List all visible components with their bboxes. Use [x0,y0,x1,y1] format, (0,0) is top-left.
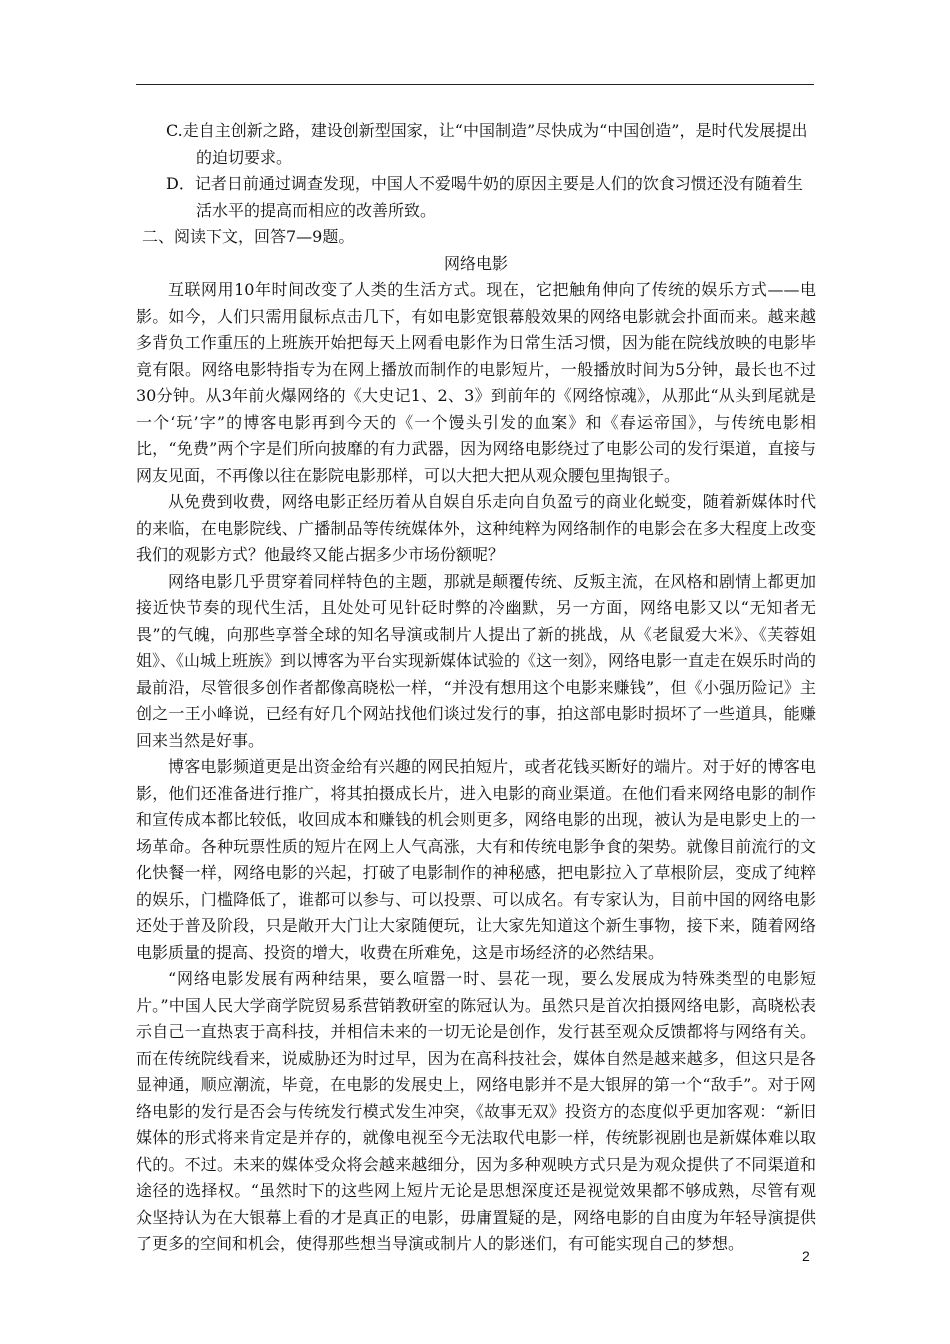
section-heading: 二、阅读下文，回答7—9题。 [142,227,355,246]
header-rule [136,84,814,85]
paragraph: 互联网用10年时间改变了人类的生活方式。现在，它把触角伸向了传统的娱乐方式——电影。如今，人们只需用鼠标点击几下，有如电影宽银幕般效果的网络电影就会扑面而来。越来越多背负工作重压的上班族开始把每天上网看电影作为日常生活习惯，因为能在院线放映的电影毕竟有限。网络电影特指专为在网上播放而制作的电影短片，一般播放时间为5分钟，最长也不过30分钟。从3年前火爆网络的《大史记1、2、3》到前年的《网络惊魂》，从那此“从头到尾就是一个‘玩’字”的博客电影再到今天的《一个馒头引发的血案》和《春运帝国》，与传统电影相比，“免费”两个字是们所向披靡的有力武器，因为网络电影绕过了电影公司的发行渠道，直接与网友见面，不再像以往在影院电影那样，可以大把大把从观众腰包里掏银子。 [136,280,816,485]
option-d: D．记者日前通过调查发现，中国人不爱喝牛奶的原因主要是人们的饮食习惯还没有随着生活水平的提高而相应的改善所致。 [166,174,803,220]
paragraph: 博客电影频道更是出资金给有兴趣的网民拍短片，或者花钱买断好的端片。对于好的博客电影，他们还准备进行推广，将其拍摄成长片，进入电影的商业渠道。在他们看来网络电影的制作和宣传成本都比较低，收回成本和赚钱的机会则更多，网络电影的出现，被认为是电影史上的一场革命。各种玩票性质的短片在网上人气高涨，大有和传统电影争食的架势。就像目前流行的文化快餐一样，网络电影的兴起，打破了电影制作的神秘感，把电影拉入了草根阶层，变成了纯粹的娱乐，门槛降低了，谁都可以参与、可以投票、可以成名。有专家认为，目前中国的网络电影还处于普及阶段，只是敞开大门让大家随便玩，让大家先知道这个新生事物，接下来，随着网络电影质量的提高、投资的增大，收费在所难免，这是市场经济的必然结果。 [136,757,816,962]
option-c: C.走自主创新之路，建设创新型国家，让“中国制造”尽快成为“中国创造”，是时代发展提出的迫切要求。 [166,121,808,167]
paragraph: “网络电影发展有两种结果，要么喧嚣一时、昙花一现，要么发展成为特殊类型的电影短片。”中国人民大学商学院贸易系营销教研室的陈冠认为。虽然只是首次拍摄网络电影，高晓松表示自己一直热衷于高科技，并相信未来的一切无论是创作，发行甚至观众反馈都将与网络有关。而在传统院线看来，说威胁还为时过早，因为在高科技社会，媒体自然是越来越多，但这只是各显神通，顺应潮流，毕竟，在电影的发展史上，网络电影并不是大银屏的第一个“敌手”。对于网络电影的发行是否会与传统发行模式发生冲突，《故事无双》投资方的态度似乎更加客观：“新旧媒体的形式将来肯定是并存的，就像电视至今无法取代电影一样，传统影视剧也是新媒体难以取代的。不过。未来的媒体受众将会越来越细分，因为多种观映方式只是为观众提供了不同渠道和途径的选择权。“虽然时下的这些网上短片无论是思想深度还是视觉效果都不够成熟，尽管有观众坚持认为在大银幕上看的才是真正的电影，毋庸置疑的是，网络电影的自由度为年轻导演提供了更多的空间和机会，使得那些想当导演或制片人的影迷们，有可能实现自己的梦想。 [136,969,816,1253]
paragraph: 从免费到收费，网络电影正经历着从自娱自乐走向自负盈亏的商业化蜕变，随着新媒体时代的来临，在电影院线、广播制品等传统媒体外，这种纯粹为网络制作的电影会在多大程度上改变我们的观影方式？他最终又能占据多少市场份额呢？ [136,492,816,564]
page-number: 2 [802,1248,810,1264]
article-title: 网络电影 [443,253,508,273]
paragraph: 网络电影几乎贯穿着同样特色的主题，那就是颠覆传统、反叛主流，在风格和剧情上都更加接近快节奏的现代生活，且处处可见针砭时弊的冷幽默，另一方面，网络电影又以“无知者无畏”的气魄，向那些享誉全球的知名导演或制片人提出了新的挑战，从《老鼠爱大米》、《芙蓉姐姐》、《山城上班族》到以博客为平台实现新媒体试验的《这一刻》，网络电影一直走在娱乐时尚的最前沿，尽管很多创作者都像高晓松一样，“并没有想用这个电影来赚钱”，但《小强历险记》主创之一王小峰说，已经有好几个网站找他们谈过发行的事，拍这部电影时损坏了一些道具，能赚回来当然是好事。 [136,571,817,750]
document-body [136,118,816,1258]
